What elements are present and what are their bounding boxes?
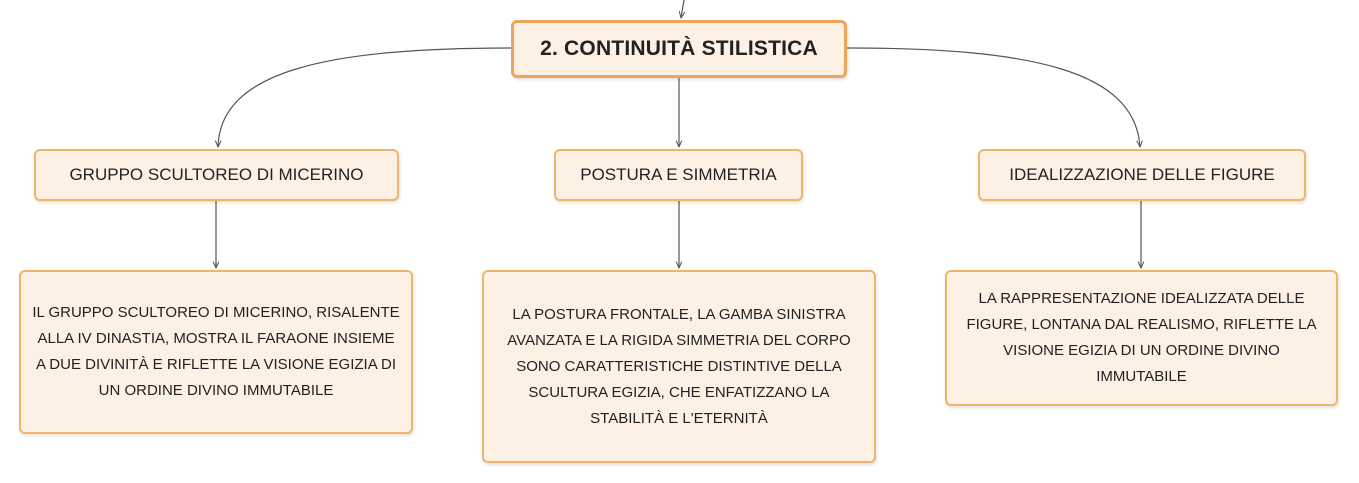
detail-node-text: LA RAPPRESENTAZIONE IDEALIZZATA DELLE FIGURE, LONTANA DAL REALISMO, RIFLETTE LA VISIONE EGIZIA DI UN ORDINE DIVINO IMMUTABILE	[966, 290, 1317, 385]
detail-node-text: IL GRUPPO SCULTOREO DI MICERINO, RISALENTE ALLA IV DINASTIA, MOSTRA IL FARAONE INSIEME A DUE DIVINITÀ E RIFLETTE LA VISIONE EGIZIA DI UN ORDINE DIVINO IMMUTABILE	[32, 304, 400, 399]
detail-node-gruppo-scultoreo[interactable]	[19, 270, 413, 434]
root-node[interactable]	[511, 20, 847, 78]
topic-node-gruppo-scultoreo[interactable]	[34, 149, 399, 201]
connector-parent-to-root	[681, 0, 684, 18]
topic-node-label: GRUPPO SCULTOREO DI MICERINO	[69, 165, 364, 184]
root-node-label: 2. CONTINUITÀ STILISTICA	[540, 37, 818, 60]
topic-node-label: IDEALIZZAZIONE DELLE FIGURE	[1009, 165, 1275, 184]
connector-root-to-topic-3	[847, 48, 1140, 147]
topic-node-postura-simmetria[interactable]	[554, 149, 803, 201]
topic-node-label: POSTURA E SIMMETRIA	[580, 165, 777, 184]
topic-node-idealizzazione[interactable]	[978, 149, 1306, 201]
detail-node-text: LA POSTURA FRONTALE, LA GAMBA SINISTRA AVANZATA E LA RIGIDA SIMMETRIA DEL CORPO SONO CARATTERISTICHE DISTINTIVE DELLA SCULTURA EGIZIA, CHE ENFATIZZANO LA STABILITÀ E L'ETERNITÀ	[507, 305, 851, 427]
connector-root-to-topic-1	[218, 48, 511, 147]
detail-node-idealizzazione[interactable]	[945, 270, 1338, 406]
detail-node-postura-simmetria[interactable]	[482, 270, 876, 463]
